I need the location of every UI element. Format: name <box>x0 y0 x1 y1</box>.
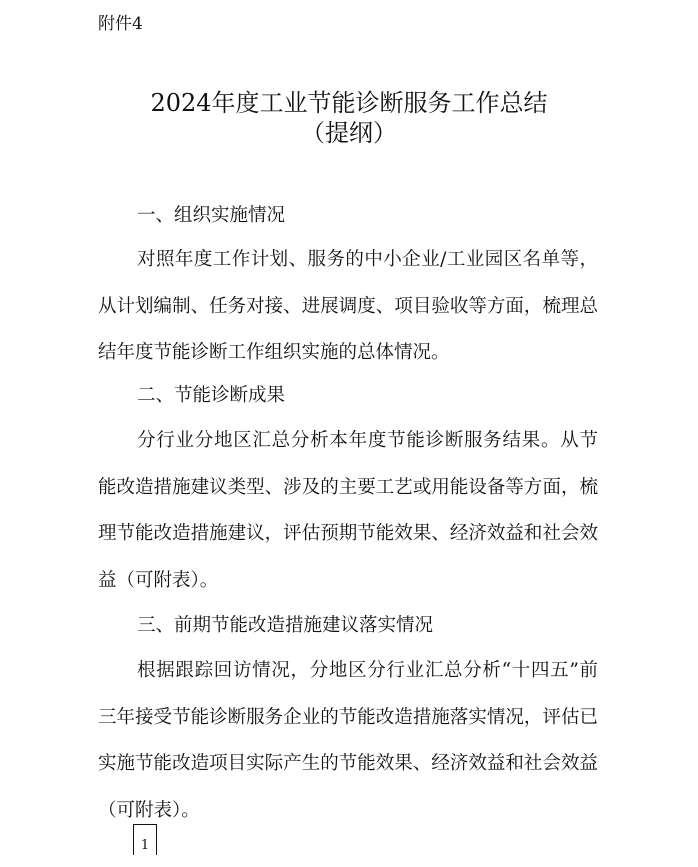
section-heading-implementation: 三、前期节能改造措施建议落实情况 <box>137 615 434 636</box>
document-subtitle: （提纲） <box>301 119 397 147</box>
document-title: 2024年度工业节能诊断服务工作总结 <box>150 89 548 117</box>
attachment-label: 附件4 <box>98 14 143 34</box>
page-number: 1 <box>133 824 157 855</box>
section-body-organization: 对照年度工作计划、服务的中小企业/工业园区名单等，从计划编制、任务对接、进展调度、项目验收等方面，梳理总结年度节能诊断工作组织实施的总体情况。 <box>98 249 598 363</box>
section-heading-results: 二、节能诊断成果 <box>137 385 286 406</box>
section-body-implementation: 根据跟踪回访情况，分地区分行业汇总分析“十四五”前三年接受节能诊断服务企业的节能改造措施落实情况，评估已实施节能改造项目实际产生的节能效果、经济效益和社会效益（可附表）。 <box>98 660 598 821</box>
section-heading-organization: 一、组织实施情况 <box>137 205 286 226</box>
section-body-results: 分行业分地区汇总分析本年度节能诊断服务结果。从节能改造措施建议类型、涉及的主要工艺或用能设备等方面，梳理节能改造措施建议，评估预期节能效果、经济效益和社会效益（可附表）。 <box>98 430 598 591</box>
